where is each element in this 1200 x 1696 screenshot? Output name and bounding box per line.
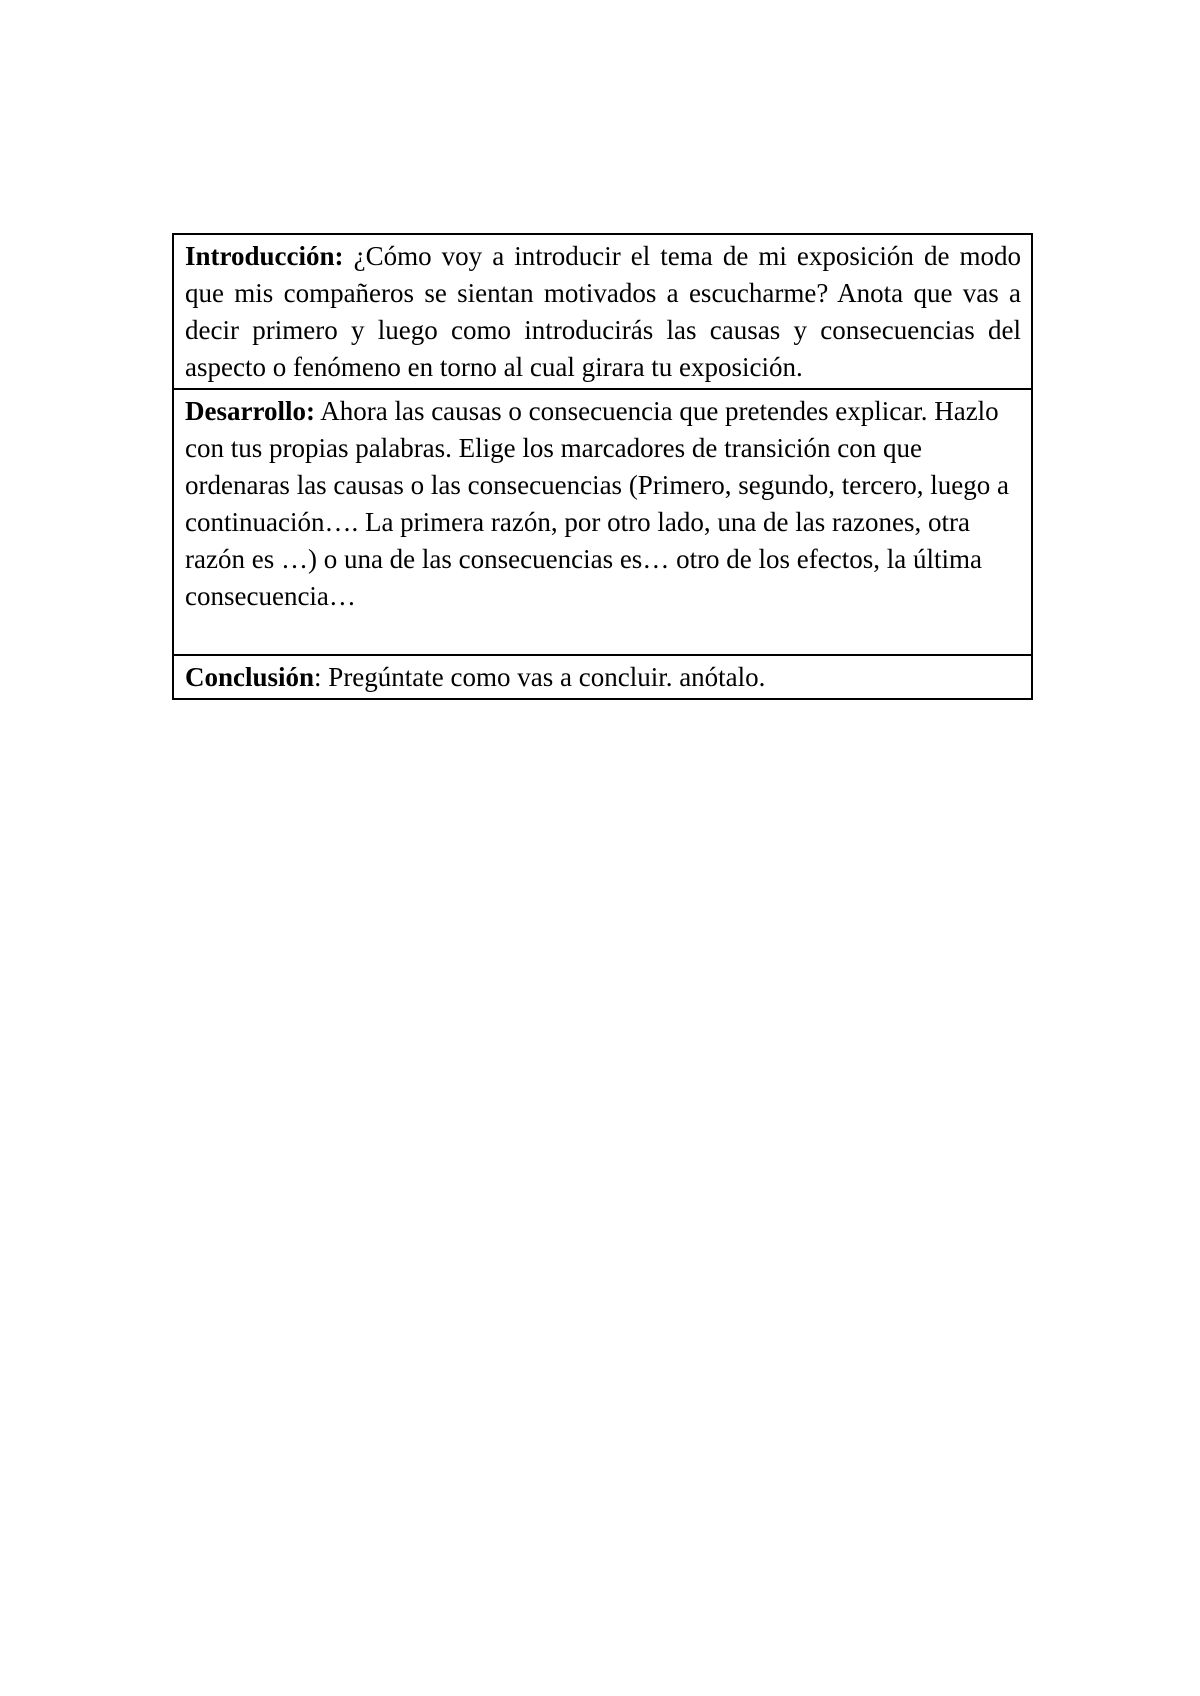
- conclusion-heading: Conclusión: [185, 662, 315, 692]
- introduccion-text: ¿Cómo voy a introducir el tema de mi exposición de modo que mis compañeros se sientan motivados a escucharme? Anota que vas a decir primero y luego como introducirás las causas y consecuencias del aspecto o fenómeno en torno al cual girara tu exposición.: [185, 241, 1021, 382]
- conclusion-row: [173, 655, 1032, 699]
- desarrollo-heading: Desarrollo:: [185, 396, 315, 426]
- conclusion-paragraph: [185, 659, 1021, 696]
- introduccion-heading: Introducción:: [185, 241, 344, 271]
- introduccion-row: [173, 234, 1032, 389]
- conclusion-cell: [173, 655, 1032, 699]
- exposition-outline-table: [172, 233, 1033, 700]
- desarrollo-text: Ahora las causas o consecuencia que pretendes explicar. Hazlo con tus propias palabras. Elige los marcadores de transición con que ordenaras las causas o las consecuencias (Primero, segundo, tercero, luego a continuación…. La primera razón, por otro lado, una de las razones, otra razón es …) o una de las consecuencias es… otro de los efectos, la última consecuencia…: [185, 396, 1009, 611]
- introduccion-paragraph: [185, 238, 1021, 386]
- introduccion-cell: [173, 234, 1032, 389]
- desarrollo-row: [173, 389, 1032, 655]
- conclusion-text: : Pregúntate como vas a concluir. anótalo.: [314, 662, 766, 692]
- desarrollo-cell: [173, 389, 1032, 655]
- desarrollo-paragraph: [185, 393, 1021, 652]
